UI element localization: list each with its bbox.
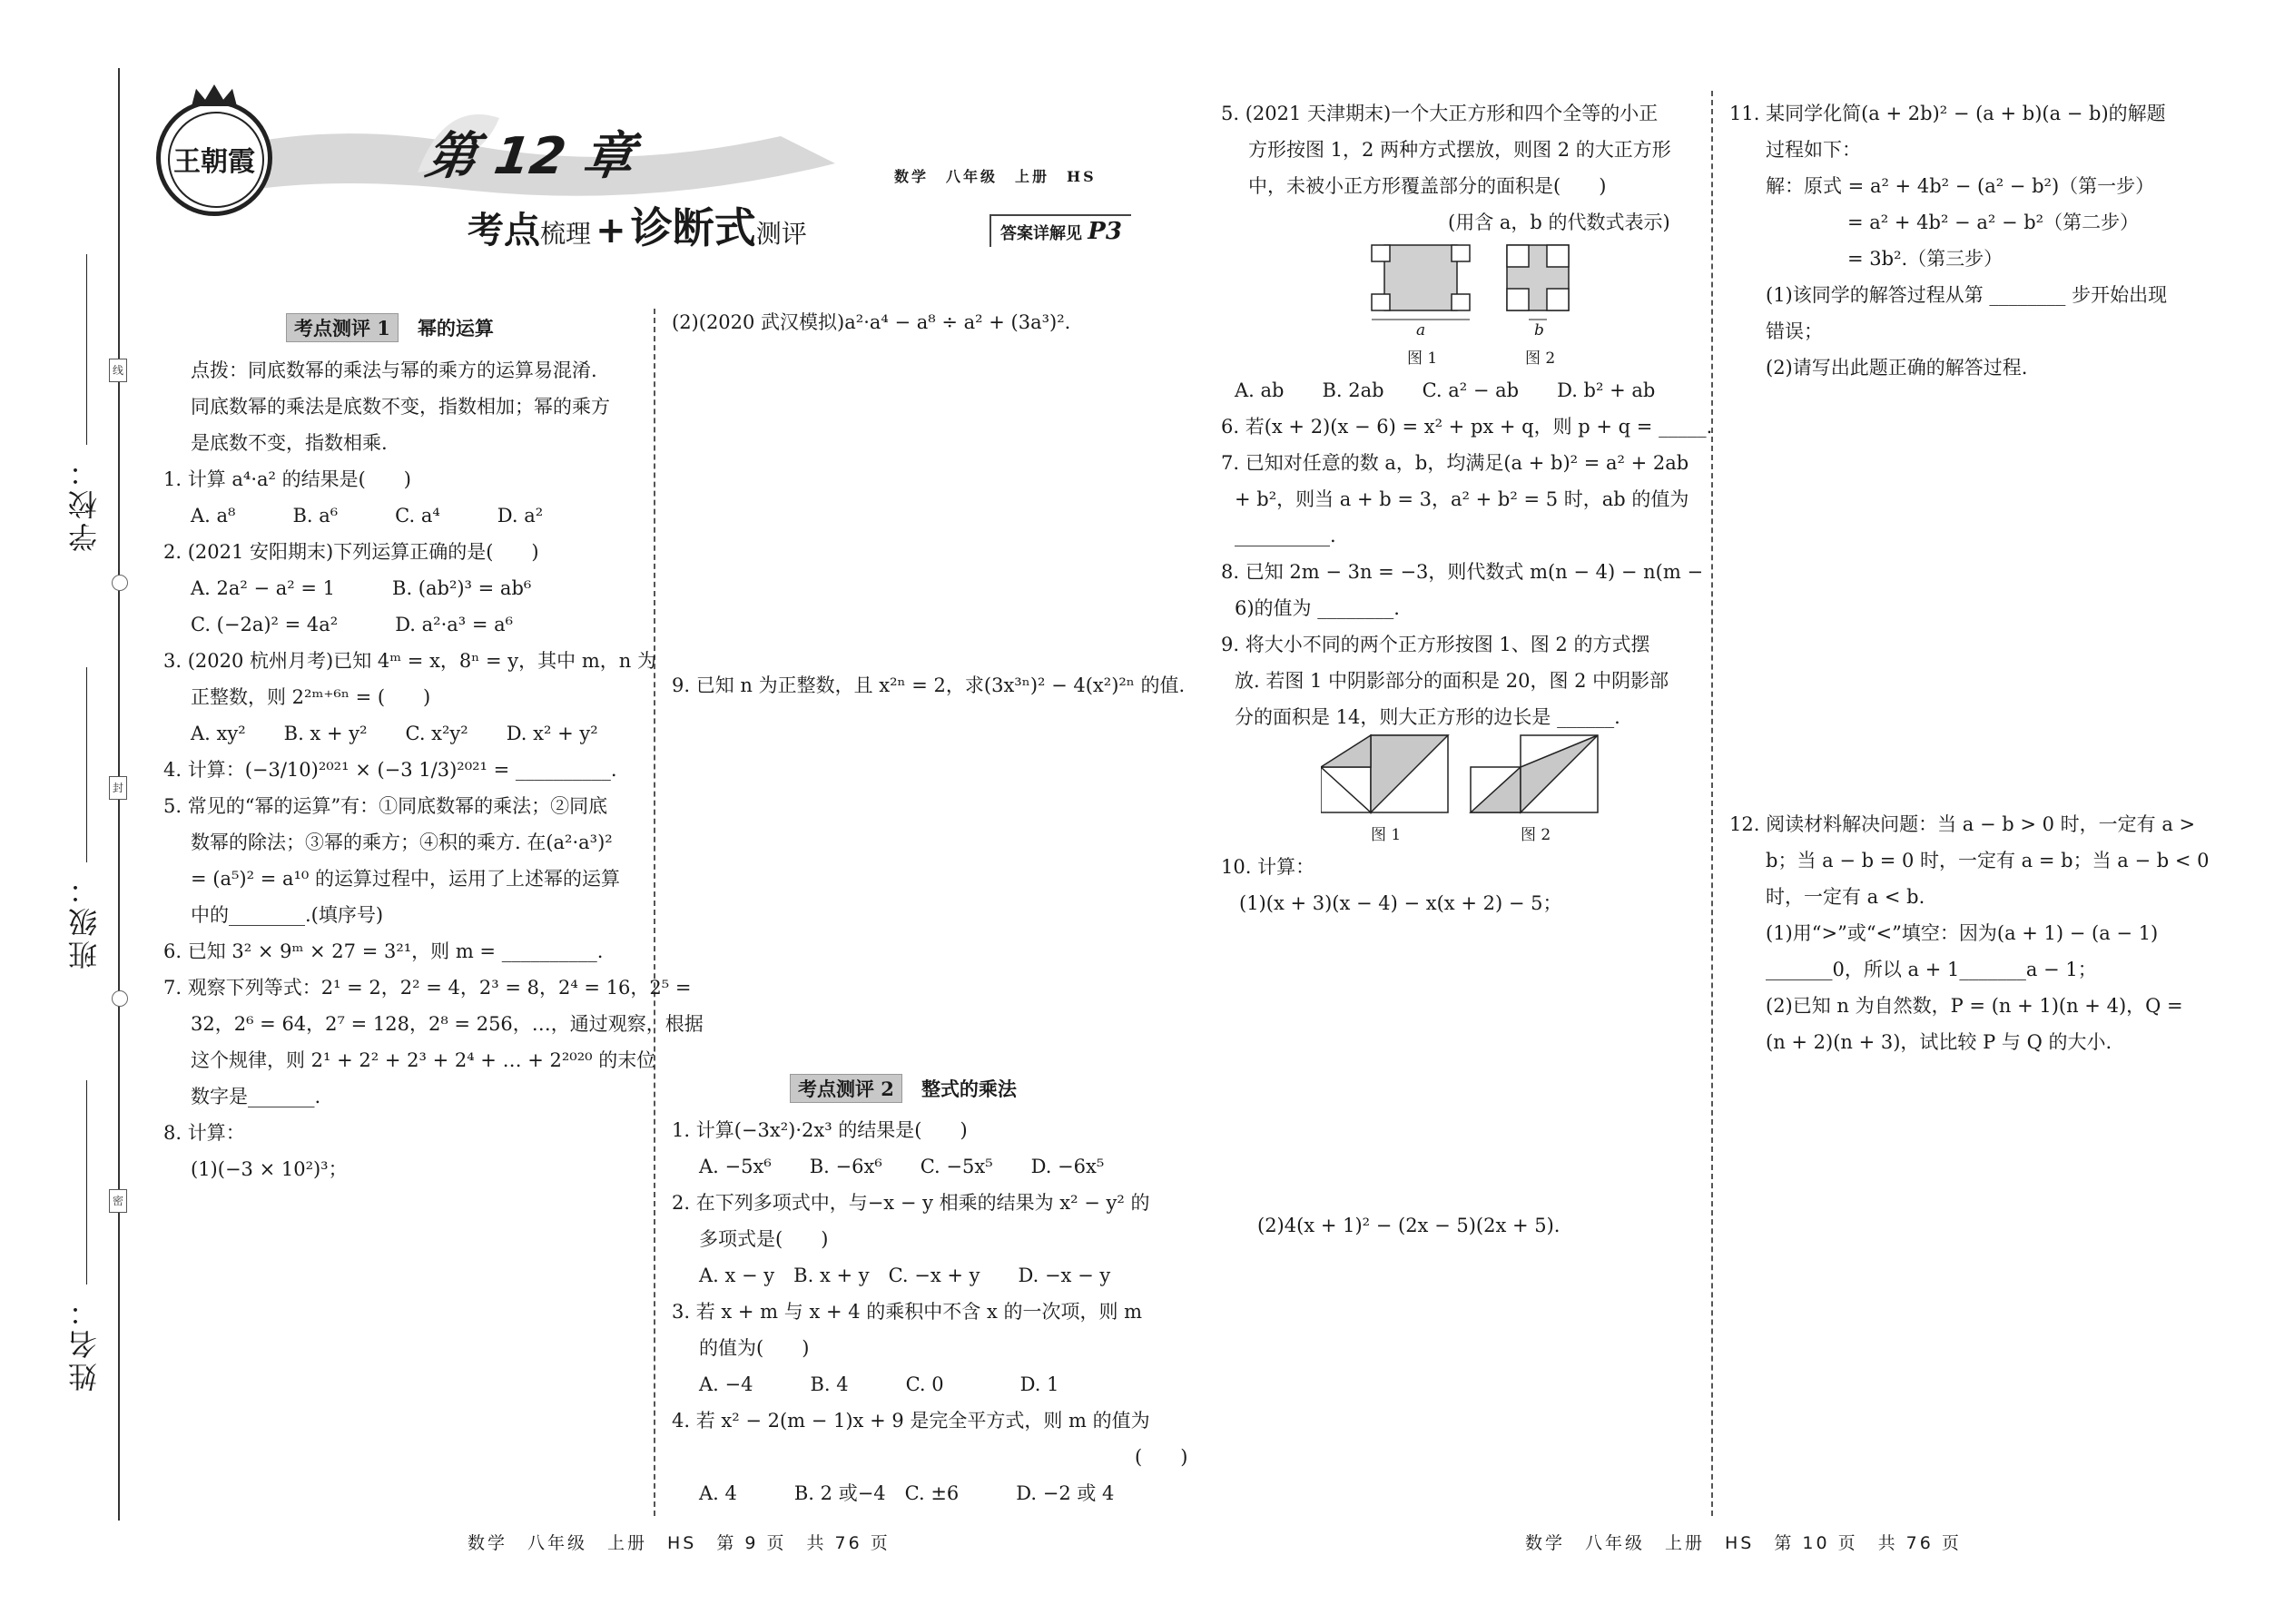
name-label: 姓名：	[67, 1294, 102, 1392]
col3-lines-b-line: __________.	[1235, 525, 1336, 546]
col3-lines-a-line: 方形按图 1，2 两种方式摆放，则图 2 的大正方形	[1248, 139, 1671, 161]
fig9-caption-2: 图 2	[1521, 826, 1551, 844]
column-3-content-b	[1221, 372, 1712, 735]
col2-lines-line: A. −4 B. 4 C. 0 D. 1	[699, 1373, 1059, 1395]
col3-lines-b-line: 6. 若(x + 2)(x − 6) = x² + px + q，则 p + q = _____.	[1221, 416, 1713, 438]
subject-tag: 数学 八年级 上册 HS	[894, 168, 1097, 185]
col4-lines-a-line: 解：原式 = a² + 4b² − (a² − b²)（第一步）	[1766, 175, 2155, 197]
col1-lines-line: (1)(−3 × 10²)³；	[191, 1158, 348, 1180]
col1-lines-line: 是底数不变，指数相乘.	[191, 432, 388, 454]
col4-lines-a-line: 过程如下：	[1766, 139, 1861, 161]
col4-lines-a-line: (1)该同学的解答过程从第 ________ 步开始出现	[1766, 284, 2168, 306]
section1-title: 考点测评 1 幂的运算	[286, 313, 494, 342]
col3-lines-c-line: 10. 计算：	[1221, 856, 1315, 878]
seal-char-top: 线	[109, 359, 127, 382]
fig5-caption-1: 图 1	[1407, 349, 1438, 368]
col3-lines-b-line: + b²，则当 a + b = 3，a² + b² = 5 时，ab 的值为	[1235, 488, 1689, 510]
col1-lines-line: 同底数幂的乘法是底数不变，指数相加；幂的乘方	[191, 396, 610, 418]
col4-lines-b-line: (2)已知 n 为自然数，P = (n + 1)(n + 4)，Q =	[1766, 995, 2183, 1017]
column-4-content-a	[1729, 95, 2167, 386]
col1-lines-line: = (a⁵)² = a¹⁰ 的运算过程中，运用了上述幂的运算	[191, 868, 620, 890]
col2-lines-line: 多项式是( )	[699, 1228, 829, 1250]
name-field-line[interactable]	[86, 1080, 87, 1284]
col1-lines-line: 4. 计算：(−3/10)²⁰²¹ × (−3 1/3)²⁰²¹ = __________.	[163, 759, 617, 781]
col1-lines-line: 8. 计算：	[163, 1122, 245, 1144]
fig5-label-a: a	[1416, 321, 1426, 340]
col1-lines-line: 数幂的除法；③幂的乘方；④积的乘方. 在(a²·a³)²	[191, 832, 613, 853]
binding-hole-top	[112, 575, 128, 591]
col4-lines-a-line: = 3b².（第三步）	[1847, 248, 2004, 270]
col3-lines-b-line: 分的面积是 14，则大正方形的边长是 ______.	[1235, 706, 1620, 728]
footer-left: 数学 八年级 上册 HS 第 9 页 共 76 页	[468, 1533, 891, 1553]
col2-lines-line: A. 4 B. 2 或−4 C. ±6 D. −2 或 4	[699, 1482, 1115, 1504]
section2-title: 考点测评 2 整式的乘法	[790, 1074, 1017, 1103]
q8-part2: (2)(2020 武汉模拟)a²·a⁴ − a⁸ ÷ a² + (3a³)².	[672, 311, 1071, 333]
col2-lines-line: 的值为( )	[699, 1337, 810, 1359]
class-field-line[interactable]	[86, 667, 87, 862]
column-3-content-c	[1221, 849, 1561, 921]
col4-lines-b-line: _______0，所以 a + 1_______a − 1；	[1766, 959, 2097, 980]
school-label: 学校：	[67, 454, 102, 552]
logo-text: 王朝霞	[173, 146, 255, 178]
column-1-content	[163, 352, 704, 1187]
col4-lines-b-line: 12. 阅读材料解决问题：当 a − b > 0 时，一定有 a >	[1729, 813, 2196, 835]
fig5-label-b: b	[1534, 321, 1544, 340]
col3-lines-b-line: 8. 已知 2m − 3n = −3，则代数式 m(n − 4) − n(m −	[1221, 561, 1704, 583]
col3-lines-b-line: A. ab B. 2ab C. a² − ab D. b² + ab	[1235, 379, 1656, 401]
col1-lines-line: 7. 观察下列等式：2¹ = 2，2² = 4，2³ = 8，2⁴ = 16，2⁵ =	[163, 977, 692, 999]
col4-lines-a-line: 11. 某同学化简(a + 2b)² − (a + b)(a − b)的解题	[1729, 103, 2166, 124]
col1-lines-line: 这个规律，则 2¹ + 2² + 2³ + 2⁴ + … + 2²⁰²⁰ 的末位	[191, 1049, 656, 1071]
footer-right: 数学 八年级 上册 HS 第 10 页 共 76 页	[1525, 1533, 1962, 1553]
col3-lines-a-line: (用含 a，b 的代数式表示)	[1448, 212, 1670, 233]
col2-lines-line: 4. 若 x² − 2(m − 1)x + 9 是完全平方式，则 m 的值为	[672, 1410, 1150, 1432]
col1-lines-line: 32，2⁶ = 64，2⁷ = 128，2⁸ = 256，…，通过观察，根据	[191, 1013, 704, 1035]
col2-lines-line: ( )	[1135, 1446, 1188, 1468]
col3-lines-a-line: 5. (2021 天津期末)一个大正方形和四个全等的小正	[1221, 103, 1659, 124]
brand-logo	[156, 100, 272, 216]
figure-q9	[1321, 726, 1611, 817]
chapter-title: 第 12 章	[421, 127, 638, 186]
col3-lines-b-line: 9. 将大小不同的两个正方形按图 1、图 2 的方式摆	[1221, 634, 1650, 655]
col1-lines-line: 正整数，则 2²ᵐ⁺⁶ⁿ = ( )	[191, 686, 431, 708]
col2-lines-line: A. −5x⁶ B. −6x⁶ C. −5x⁵ D. −6x⁵	[699, 1156, 1105, 1177]
binding-hole-bottom	[112, 990, 128, 1007]
col3-lines-b-line: 7. 已知对任意的数 a，b，均满足(a + b)² = a² + 2ab	[1221, 452, 1689, 474]
col1-lines-line: 6. 已知 3² × 9ᵐ × 27 = 3²¹，则 m = __________.	[163, 940, 604, 962]
figure-q5	[1366, 236, 1602, 372]
seal-char-middle: 封	[109, 776, 127, 800]
column-3-content-a	[1221, 95, 1671, 241]
col1-lines-line: 点拨：同底数幂的乘法与幂的乘方的运算易混淆.	[191, 359, 597, 381]
col1-lines-line: 数字是_______.	[191, 1086, 321, 1107]
col2-lines-line: A. x − y B. x + y C. −x + y D. −x − y	[699, 1265, 1111, 1286]
seal-char-bottom: 密	[109, 1189, 127, 1213]
col3-lines-b-line: 6)的值为 ________.	[1235, 597, 1400, 619]
col3-lines-a-line: 中，未被小正方形覆盖部分的面积是( )	[1248, 175, 1607, 197]
class-label: 班级：	[67, 871, 102, 969]
col4-lines-a-line: = a² + 4b² − a² − b²（第二步）	[1847, 212, 2140, 233]
col4-lines-a-line: 错误；	[1766, 320, 1823, 342]
col4-lines-b-line: (1)用“>”或“<”填空：因为(a + 1) − (a − 1)	[1766, 922, 2159, 944]
col1-lines-line: A. a⁸ B. a⁶ C. a⁴ D. a²	[191, 505, 544, 527]
col4-lines-b-line: (n + 2)(n + 3)，试比较 P 与 Q 的大小.	[1766, 1031, 2112, 1053]
page-subtitle: 考点梳理 + 诊断式测评	[468, 203, 807, 252]
answer-reference: 答案详解见 P3	[989, 214, 1131, 247]
col4-lines-a-line: (2)请写出此题正确的解答过程.	[1766, 357, 2028, 379]
col1-lines-line: A. 2a² − a² = 1 B. (ab²)³ = ab⁶	[191, 577, 532, 599]
school-field-line[interactable]	[86, 254, 87, 445]
q10-part2: (2)4(x + 1)² − (2x − 5)(2x + 5).	[1257, 1215, 1561, 1236]
column-2-content	[672, 1112, 1187, 1511]
question-9-col2: 9. 已知 n 为正整数，且 x²ⁿ = 2，求(3x³ⁿ)² − 4(x²)²ⁿ 的值.	[672, 674, 1186, 696]
col1-lines-line: C. (−2a)² = 4a² D. a²·a³ = a⁶	[191, 614, 514, 635]
col1-lines-line: 5. 常见的“幂的运算”有：①同底数幂的乘法；②同底	[163, 795, 608, 817]
column-divider-3	[1711, 91, 1713, 1516]
col3-lines-b-line: 放. 若图 1 中阴影部分的面积是 20，图 2 中阴影部	[1235, 670, 1669, 692]
col3-lines-c-line: (1)(x + 3)(x − 4) − x(x + 2) − 5；	[1239, 892, 1562, 914]
col1-lines-line: 2. (2021 安阳期末)下列运算正确的是( )	[163, 541, 539, 563]
col2-lines-line: 1. 计算(−3x²)·2x³ 的结果是( )	[672, 1119, 968, 1141]
fig5-caption-2: 图 2	[1525, 349, 1556, 368]
col1-lines-line: 1. 计算 a⁴·a² 的结果是( )	[163, 468, 411, 490]
fig9-caption-1: 图 1	[1371, 826, 1402, 844]
col1-lines-line: 中的________.(填序号)	[191, 904, 384, 926]
column-4-content-b	[1729, 806, 2210, 1060]
col2-lines-line: 2. 在下列多项式中，与−x − y 相乘的结果为 x² − y² 的	[672, 1192, 1150, 1214]
col4-lines-b-line: 时，一定有 a < b.	[1766, 886, 1925, 908]
col4-lines-b-line: b；当 a − b = 0 时，一定有 a = b；当 a − b < 0	[1766, 850, 2210, 871]
col1-lines-line: A. xy² B. x + y² C. x²y² D. x² + y²	[191, 723, 598, 744]
col2-lines-line: 3. 若 x + m 与 x + 4 的乘积中不含 x 的一次项，则 m	[672, 1301, 1143, 1323]
col1-lines-line: 3. (2020 杭州月考)已知 4ᵐ = x，8ⁿ = y，其中 m，n 为	[163, 650, 656, 672]
